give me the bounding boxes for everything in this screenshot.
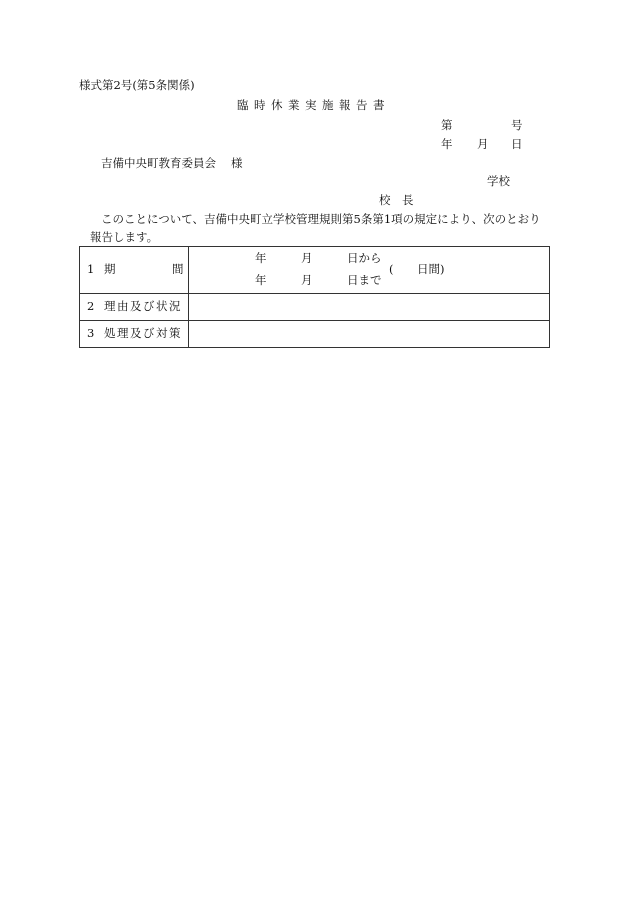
reason-label: 理由及び状況 [104,299,182,313]
from-day: 日から [347,251,382,265]
doc-number-suffix: 号 [511,118,523,132]
body-line-1: このことについて、吉備中央町立学校管理規則第5条第1項の規定により、次のとおり [101,212,541,226]
to-day: 日まで [347,273,382,287]
measures-label: 処理及び対策 [104,326,182,340]
date-month: 月 [477,137,489,151]
to-month: 月 [301,273,313,287]
row-number: 1 [87,262,95,276]
sender-principal: 校 長 [379,193,414,207]
reason-label-cell [80,294,189,321]
measures-label-cell [80,321,189,348]
reason-value-cell[interactable] [189,294,550,321]
row-number: 3 [87,326,95,340]
period-label-cell [80,247,189,294]
addressee-name: 吉備中央町教育委員会 [101,156,216,170]
date-year: 年 [441,137,453,151]
date-day: 日 [511,137,523,151]
measures-value-cell[interactable] [189,321,550,348]
addressee-honorific: 様 [231,156,243,170]
sender-school: 学校 [487,174,510,188]
from-month: 月 [301,251,313,265]
body-line-2: 報告します。 [90,230,159,244]
period-label-b: 間 [172,262,184,276]
table-row-measures [80,321,550,348]
table-row-period [80,247,550,294]
days-label: 日間) [417,262,445,276]
table-row-reason [80,294,550,321]
document-title: 臨時休業実施報告書 [237,98,390,112]
doc-number-prefix: 第 [441,118,453,132]
days-open-paren: ( [389,262,394,276]
from-year: 年 [255,251,267,265]
form-number: 様式第2号(第5条関係) [79,78,195,92]
row-number: 2 [87,299,95,313]
period-label-a: 期 [104,262,116,276]
to-year: 年 [255,273,267,287]
period-value-cell [189,247,550,294]
report-table [79,246,550,348]
